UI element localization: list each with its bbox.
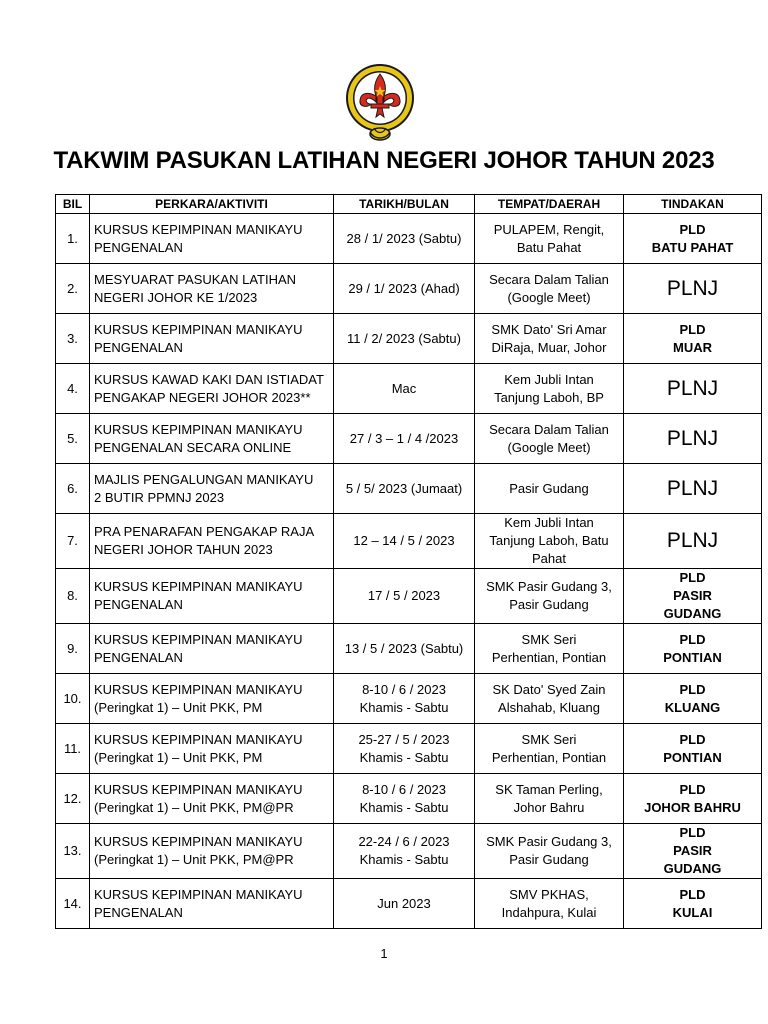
- action-cell-line: JOHOR BAHRU: [644, 799, 741, 815]
- place-cell-line: Pasir Gudang: [509, 480, 589, 496]
- action-cell: [624, 214, 762, 264]
- date-cell: [334, 364, 475, 414]
- place-cell-line: Pahat: [532, 551, 566, 566]
- row-number: 7.: [56, 514, 90, 569]
- action-cell-line: MUAR: [673, 339, 712, 355]
- place-cell-line: Indahpura, Kulai: [501, 904, 597, 920]
- action-cell-line: PLD: [679, 570, 706, 585]
- date-cell-line: 22-24 / 6 / 2023: [358, 834, 450, 849]
- action-cell-line: BATU PAHAT: [651, 239, 734, 255]
- activity-cell-line: KURSUS KAWAD KAKI DAN ISTIADAT: [94, 371, 324, 387]
- table-row: [56, 414, 762, 464]
- header-date: TARIKH/BULAN: [334, 195, 475, 214]
- table-row: [56, 514, 762, 569]
- activity-cell-line: KURSUS KEPIMPINAN MANIKAYU: [94, 781, 303, 797]
- row-number: 2.: [56, 264, 90, 314]
- action-cell-line: PLNJ: [666, 426, 719, 450]
- activity-cell-line: PENGAKAP NEGERI JOHOR 2023**: [94, 389, 311, 405]
- header-place: TEMPAT/DAERAH: [475, 195, 624, 214]
- row-number: 14.: [56, 879, 90, 929]
- place-cell-line: SMK Dato' Sri Amar: [491, 321, 607, 337]
- place-cell: [475, 514, 624, 569]
- scout-emblem-icon: [341, 62, 419, 144]
- action-cell-line: PLNJ: [666, 376, 719, 400]
- row-number: 9.: [56, 624, 90, 674]
- activity-cell-line: KURSUS KEPIMPINAN MANIKAYU: [94, 731, 303, 747]
- header-action: TINDAKAN: [624, 195, 762, 214]
- date-cell-line: 8-10 / 6 / 2023: [362, 781, 446, 797]
- action-cell-line: PLD: [679, 731, 706, 747]
- document-title: TAKWIM PASUKAN LATIHAN NEGERI JOHOR TAHUN 2023: [53, 147, 715, 174]
- place-cell: [475, 464, 624, 514]
- date-cell-line: 27 / 3 – 1 / 4 /2023: [349, 430, 459, 446]
- date-cell-line: 28 / 1/ 2023 (Sabtu): [346, 230, 462, 246]
- activity-cell: [90, 214, 334, 264]
- place-cell: [475, 414, 624, 464]
- date-cell-line: 13 / 5 / 2023 (Sabtu): [344, 640, 464, 656]
- place-cell-line: Secara Dalam Talian: [489, 421, 609, 437]
- place-cell-line: Perhentian, Pontian: [491, 649, 607, 665]
- date-cell: [334, 724, 475, 774]
- place-cell-line: SK Taman Perling,: [495, 781, 603, 797]
- row-number: 4.: [56, 364, 90, 414]
- activity-cell-line: KURSUS KEPIMPINAN MANIKAYU: [94, 321, 303, 337]
- action-cell-line: GUDANG: [663, 861, 722, 876]
- place-cell: [475, 624, 624, 674]
- place-cell-line: SMK Pasir Gudang 3,: [486, 834, 612, 849]
- date-cell: [334, 214, 475, 264]
- activity-cell-line: KURSUS KEPIMPINAN MANIKAYU: [94, 579, 303, 594]
- place-cell-line: SMK Pasir Gudang 3,: [486, 579, 612, 594]
- row-number: 10.: [56, 674, 90, 724]
- activity-cell-line: (Peringkat 1) – Unit PKK, PM: [94, 699, 263, 715]
- date-cell: [334, 464, 475, 514]
- row-number: 6.: [56, 464, 90, 514]
- table-row: [56, 879, 762, 929]
- activity-cell-line: KURSUS KEPIMPINAN MANIKAYU: [94, 834, 303, 849]
- date-cell: [334, 569, 475, 624]
- place-cell: [475, 569, 624, 624]
- activity-cell-line: NEGERI JOHOR TAHUN 2023: [94, 542, 273, 557]
- table-row: [56, 674, 762, 724]
- table-row: [56, 624, 762, 674]
- place-cell-line: Pasir Gudang: [509, 597, 589, 612]
- date-cell: [334, 414, 475, 464]
- date-cell-line: Jun 2023: [377, 895, 431, 911]
- date-cell-line: Khamis - Sabtu: [359, 749, 449, 765]
- date-cell-line: Khamis - Sabtu: [359, 852, 449, 867]
- row-number: 3.: [56, 314, 90, 364]
- action-cell-line: PLD: [679, 221, 706, 237]
- action-cell: [624, 414, 762, 464]
- action-cell-line: GUDANG: [663, 606, 722, 621]
- activity-cell-line: (Peringkat 1) – Unit PKK, PM: [94, 749, 263, 765]
- place-cell-line: Johor Bahru: [513, 799, 585, 815]
- activity-cell-line: KURSUS KEPIMPINAN MANIKAYU: [94, 631, 303, 647]
- activity-cell: [90, 414, 334, 464]
- date-cell-line: 8-10 / 6 / 2023: [362, 681, 446, 697]
- action-cell: [624, 674, 762, 724]
- action-cell-line: PLNJ: [666, 476, 719, 500]
- place-cell-line: SK Dato' Syed Zain: [492, 681, 606, 697]
- date-cell: [334, 674, 475, 724]
- date-cell-line: 5 / 5/ 2023 (Jumaat): [345, 480, 463, 496]
- action-cell: [624, 624, 762, 674]
- action-cell: [624, 724, 762, 774]
- place-cell-line: SMK Seri: [521, 631, 577, 647]
- action-cell-line: PLD: [679, 825, 706, 840]
- place-cell: [475, 724, 624, 774]
- row-number: 11.: [56, 724, 90, 774]
- activity-cell-line: MESYUARAT PASUKAN LATIHAN: [94, 271, 297, 287]
- action-cell: [624, 264, 762, 314]
- place-cell: [475, 214, 624, 264]
- place-cell-line: PULAPEM, Rengit,: [493, 221, 605, 237]
- date-cell-line: 11 / 2/ 2023 (Sabtu): [347, 330, 461, 346]
- place-cell-line: Perhentian, Pontian: [491, 749, 607, 765]
- date-cell: [334, 879, 475, 929]
- activity-cell: [90, 464, 334, 514]
- action-cell-line: KULAI: [672, 904, 713, 920]
- table-row: [56, 774, 762, 824]
- action-cell: [624, 464, 762, 514]
- place-cell-line: (Google Meet): [507, 289, 591, 305]
- activity-cell-line: KURSUS KEPIMPINAN MANIKAYU: [94, 221, 303, 237]
- date-cell-line: 12 – 14 / 5 / 2023: [353, 533, 455, 548]
- place-cell-line: (Google Meet): [507, 439, 591, 455]
- place-cell: [475, 674, 624, 724]
- date-cell-line: Khamis - Sabtu: [359, 799, 449, 815]
- table-header-row: [56, 195, 762, 214]
- activity-cell: [90, 879, 334, 929]
- activity-cell-line: PENGENALAN SECARA ONLINE: [94, 439, 292, 455]
- place-cell-line: Tanjung Laboh, Batu: [489, 533, 609, 548]
- activity-cell-line: PENGENALAN: [94, 649, 183, 665]
- action-cell-line: PLD: [679, 631, 706, 647]
- row-number: 12.: [56, 774, 90, 824]
- action-cell-line: KLUANG: [664, 699, 721, 715]
- date-cell: [334, 774, 475, 824]
- action-cell-line: PONTIAN: [663, 749, 722, 765]
- place-cell: [475, 824, 624, 879]
- table-row: [56, 724, 762, 774]
- place-cell-line: Tanjung Laboh, BP: [494, 389, 604, 405]
- place-cell: [475, 364, 624, 414]
- activity-cell-line: KURSUS KEPIMPINAN MANIKAYU: [94, 421, 303, 437]
- table-row: [56, 569, 762, 624]
- activity-cell-line: KURSUS KEPIMPINAN MANIKAYU: [94, 886, 303, 902]
- activity-cell-line: (Peringkat 1) – Unit PKK, PM@PR: [94, 799, 294, 815]
- action-cell-line: PLD: [679, 681, 706, 697]
- action-cell: [624, 824, 762, 879]
- activity-cell-line: 2 BUTIR PPMNJ 2023: [94, 489, 225, 505]
- date-cell-line: Mac: [391, 380, 417, 396]
- place-cell-line: Kem Jubli Intan: [504, 515, 594, 530]
- action-cell-line: PLD: [679, 886, 706, 902]
- activity-cell: [90, 624, 334, 674]
- activity-cell: [90, 314, 334, 364]
- place-cell-line: Secara Dalam Talian: [489, 271, 609, 287]
- table-row: [56, 214, 762, 264]
- row-number: 1.: [56, 214, 90, 264]
- table-row: [56, 824, 762, 879]
- activity-cell-line: (Peringkat 1) – Unit PKK, PM@PR: [94, 852, 294, 867]
- action-cell-line: PLD: [679, 781, 706, 797]
- place-cell-line: Kem Jubli Intan: [504, 371, 594, 387]
- action-cell: [624, 514, 762, 569]
- table-row: [56, 264, 762, 314]
- date-cell-line: Khamis - Sabtu: [359, 699, 449, 715]
- row-number: 8.: [56, 569, 90, 624]
- activity-cell-line: KURSUS KEPIMPINAN MANIKAYU: [94, 681, 303, 697]
- place-cell-line: Pasir Gudang: [509, 852, 589, 867]
- activity-cell: [90, 514, 334, 569]
- action-cell: [624, 569, 762, 624]
- activity-cell-line: PENGENALAN: [94, 339, 183, 355]
- table-row: [56, 314, 762, 364]
- page-number: 1: [380, 946, 388, 961]
- action-cell-line: PLNJ: [666, 276, 719, 300]
- date-cell: [334, 514, 475, 569]
- activity-cell-line: NEGERI JOHOR KE 1/2023: [94, 289, 258, 305]
- action-cell-line: PLD: [679, 321, 706, 337]
- activity-cell-line: PENGENALAN: [94, 239, 183, 255]
- action-cell-line: PLNJ: [666, 529, 719, 552]
- place-cell-line: Alshahab, Kluang: [498, 699, 600, 715]
- action-cell-line: PASIR: [673, 843, 712, 858]
- date-cell: [334, 264, 475, 314]
- table-row: [56, 364, 762, 414]
- date-cell: [334, 314, 475, 364]
- table-row: [56, 464, 762, 514]
- place-cell: [475, 264, 624, 314]
- action-cell-line: PASIR: [673, 588, 712, 603]
- activity-cell: [90, 569, 334, 624]
- place-cell-line: SMV PKHAS,: [509, 886, 589, 902]
- action-cell: [624, 774, 762, 824]
- activity-cell: [90, 774, 334, 824]
- date-cell: [334, 624, 475, 674]
- activity-cell-line: PRA PENARAFAN PENGAKAP RAJA: [94, 524, 315, 539]
- activity-cell-line: MAJLIS PENGALUNGAN MANIKAYU: [94, 471, 314, 487]
- action-cell-line: PONTIAN: [663, 649, 722, 665]
- activity-cell-line: PENGENALAN: [94, 597, 183, 612]
- activity-cell: [90, 724, 334, 774]
- place-cell-line: Batu Pahat: [516, 239, 582, 255]
- activity-cell-line: PENGENALAN: [94, 904, 183, 920]
- action-cell: [624, 314, 762, 364]
- date-cell-line: 29 / 1/ 2023 (Ahad): [348, 280, 460, 296]
- date-cell-line: 25-27 / 5 / 2023: [358, 731, 450, 747]
- header-bil: BIL: [56, 195, 90, 214]
- place-cell: [475, 774, 624, 824]
- place-cell: [475, 879, 624, 929]
- place-cell-line: SMK Seri: [521, 731, 577, 747]
- action-cell: [624, 879, 762, 929]
- place-cell-line: DiRaja, Muar, Johor: [491, 339, 607, 355]
- date-cell-line: 17 / 5 / 2023: [367, 588, 441, 603]
- header-activity: PERKARA/AKTIVITI: [90, 195, 334, 214]
- activity-cell: [90, 264, 334, 314]
- activity-cell: [90, 824, 334, 879]
- activity-cell: [90, 674, 334, 724]
- row-number: 13.: [56, 824, 90, 879]
- row-number: 5.: [56, 414, 90, 464]
- activity-cell: [90, 364, 334, 414]
- date-cell: [334, 824, 475, 879]
- action-cell: [624, 364, 762, 414]
- place-cell: [475, 314, 624, 364]
- calendar-table: [55, 194, 762, 929]
